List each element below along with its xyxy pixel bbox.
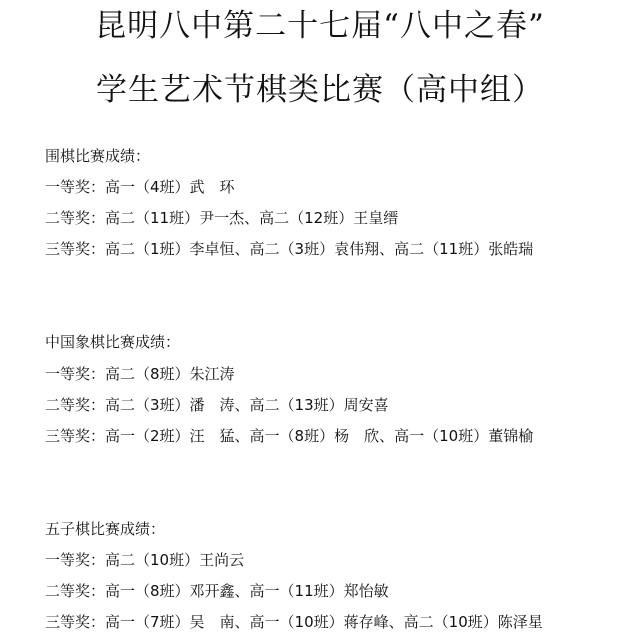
gomoku-first-prize-line [45, 550, 244, 570]
go-results-heading: 围棋比赛成绩： [45, 147, 151, 165]
award-level-label: 二等奖： [45, 582, 106, 600]
award-winners: 高二（11班）尹一杰、高二（12班）王皇缙 [105, 209, 399, 227]
go-second-prize-line [45, 208, 398, 228]
award-winners: 高二（1班）李卓恒、高二（3班）袁伟翔、高二（11班）张皓瑞 [105, 240, 534, 258]
chinese-chess-third-prize-line [45, 426, 533, 446]
award-winners: 高一（7班）吴 南、高一（10班）蒋存峰、高二（10班）陈泽星 [105, 613, 543, 631]
gomoku-results-heading: 五子棋比赛成绩： [45, 520, 166, 538]
award-level-label: 二等奖： [45, 209, 106, 227]
award-winners: 高二（8班）朱江涛 [105, 365, 235, 383]
award-level-label: 一等奖： [45, 551, 106, 569]
award-winners: 高一（2班）汪 猛、高一（8班）杨 欣、高一（10班）董锦榆 [105, 427, 534, 445]
document-title-line-1: 昆明八中第二十七届“八中之春” [95, 8, 545, 44]
award-winners: 高一（4班）武 环 [105, 178, 235, 196]
award-winners: 高一（8班）邓开鑫、高一（11班）郑怡敏 [105, 582, 389, 600]
award-level-label: 三等奖： [45, 240, 106, 258]
gomoku-second-prize-line [45, 581, 389, 601]
award-level-label: 三等奖： [45, 427, 106, 445]
gomoku-third-prize-line [45, 612, 543, 632]
chinese-chess-results-heading: 中国象棋比赛成绩： [45, 333, 181, 351]
award-level-label: 三等奖： [45, 613, 106, 631]
award-winners: 高二（3班）潘 涛、高二（13班）周安喜 [105, 396, 389, 414]
go-first-prize-line [45, 177, 235, 197]
award-level-label: 二等奖： [45, 396, 106, 414]
chinese-chess-second-prize-line [45, 395, 389, 415]
award-level-label: 一等奖： [45, 365, 106, 383]
chinese-chess-first-prize-line [45, 364, 235, 384]
award-level-label: 一等奖： [45, 178, 106, 196]
document-title-line-2: 学生艺术节棋类比赛（高中组） [96, 72, 544, 108]
go-third-prize-line [45, 239, 533, 259]
award-winners: 高二（10班）王尚云 [105, 551, 245, 569]
